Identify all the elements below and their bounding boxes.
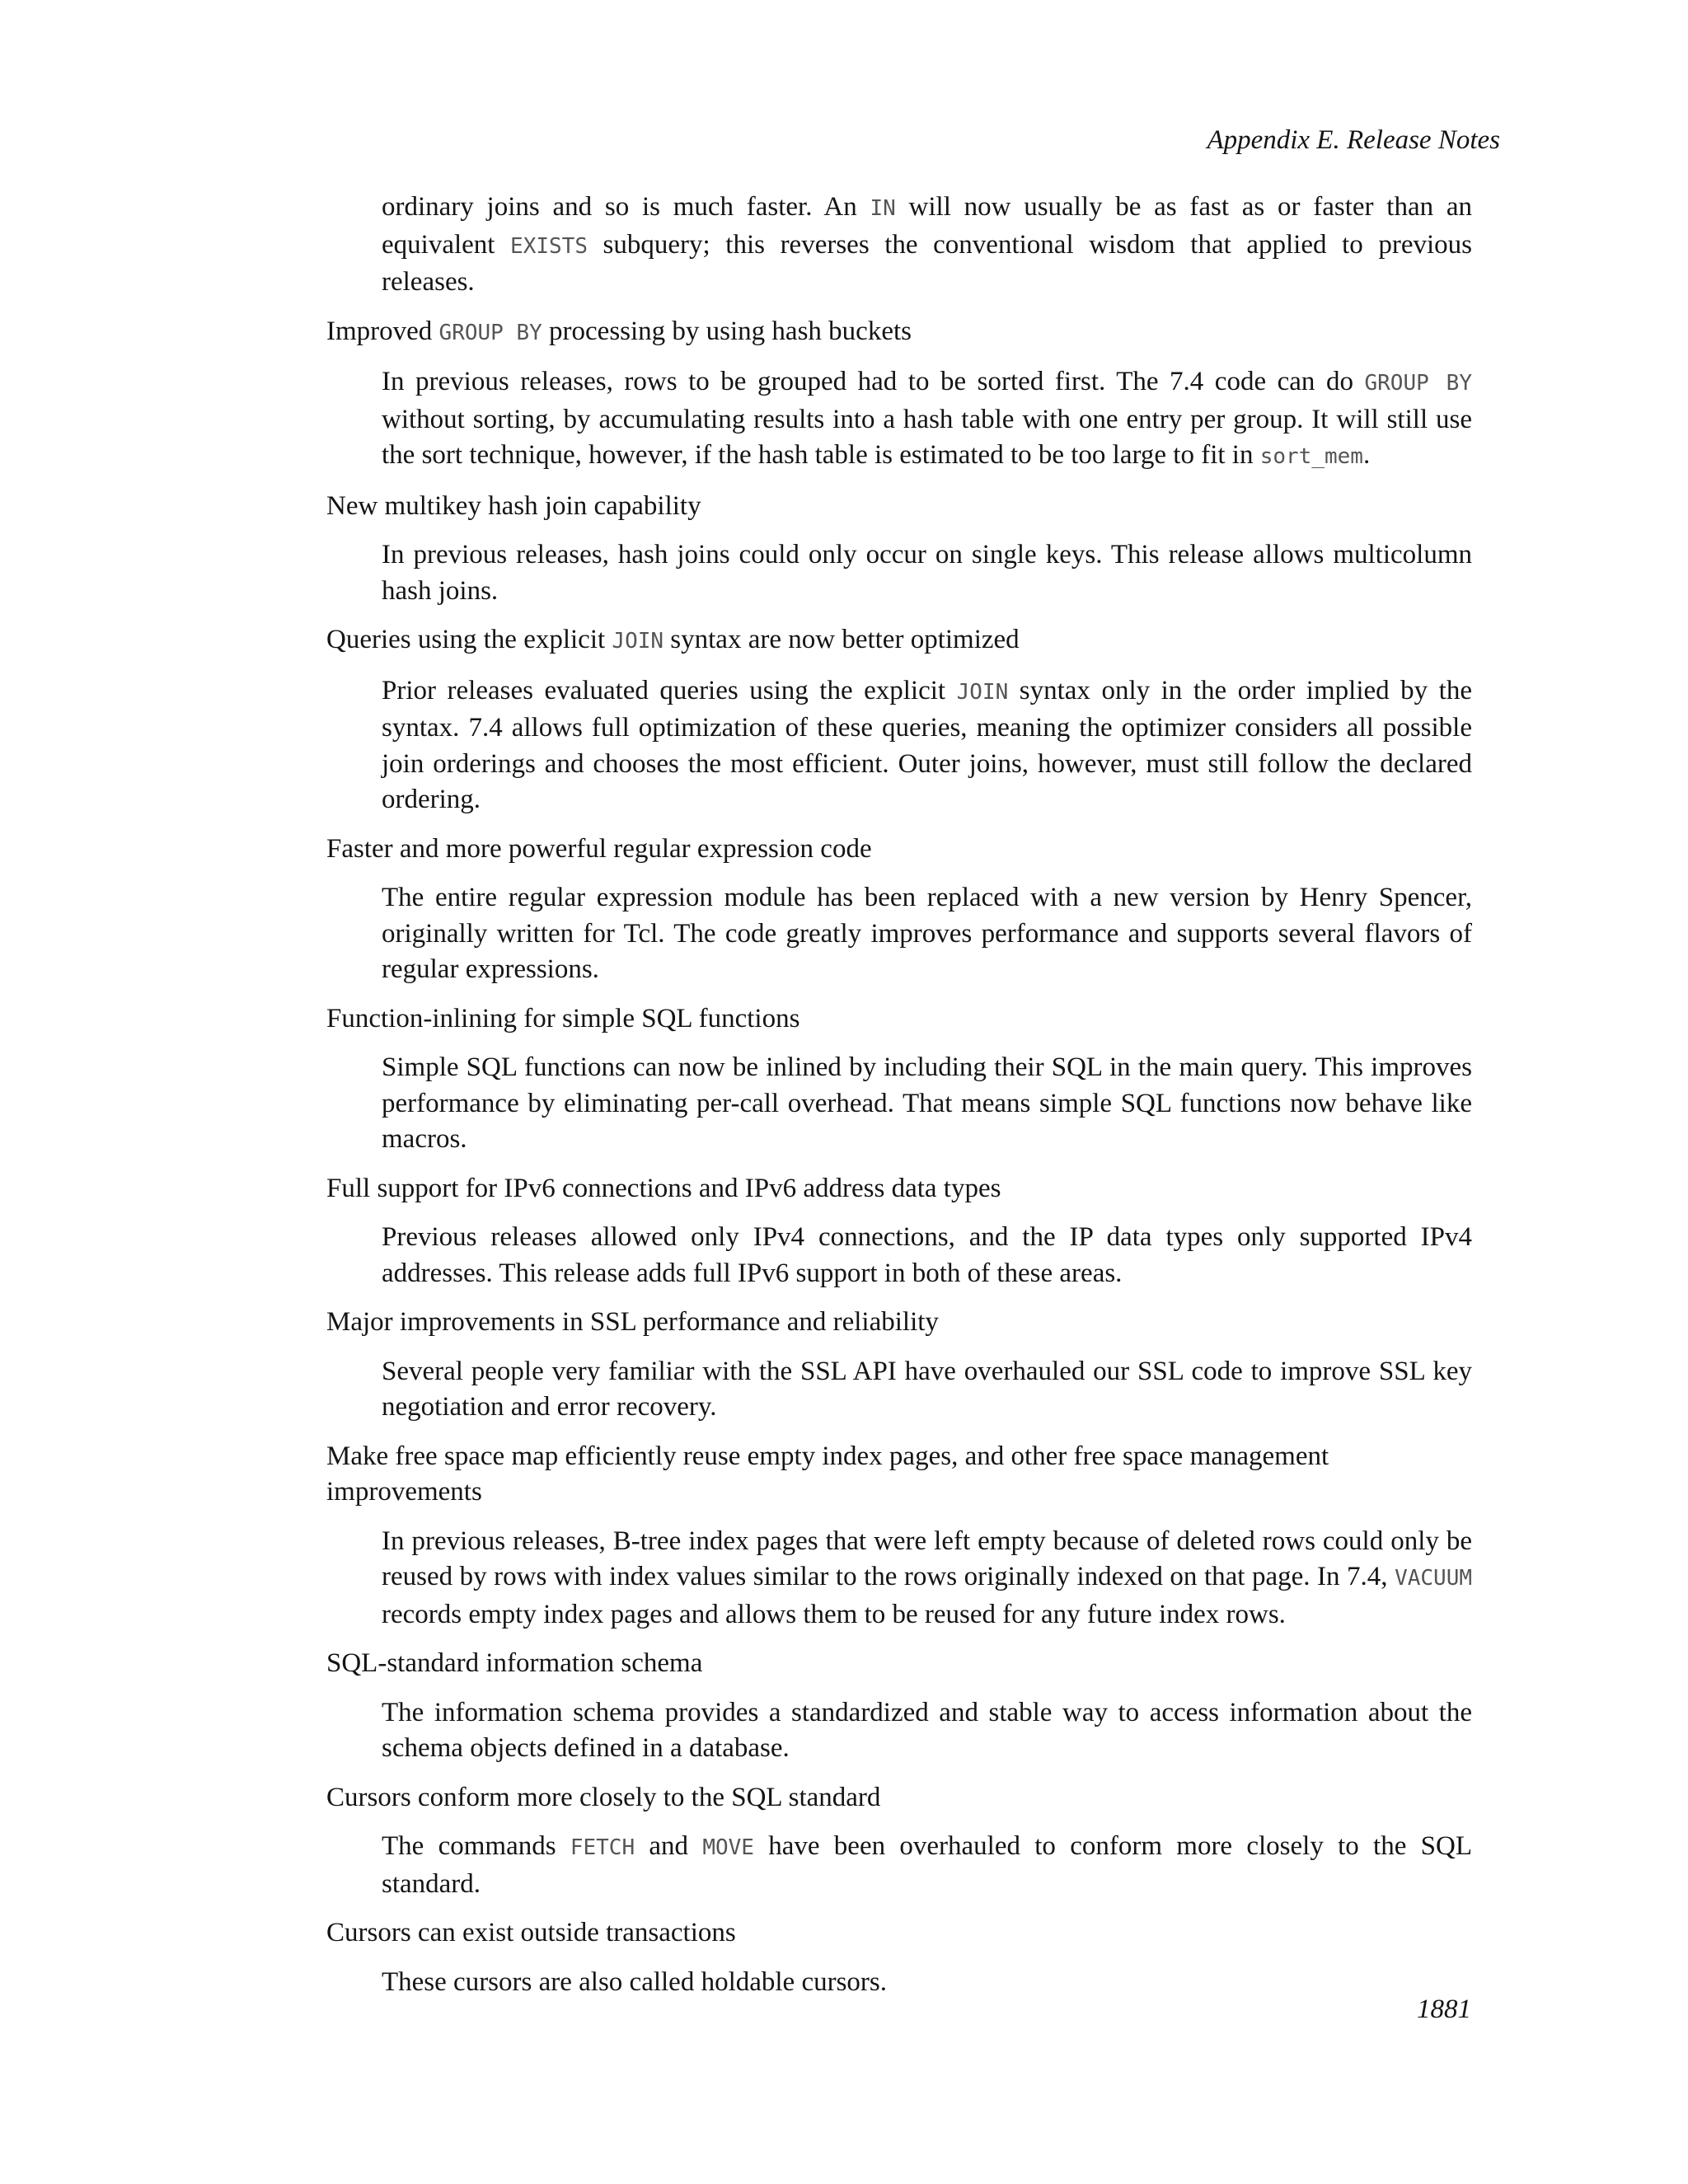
entry-term bbox=[326, 1439, 1472, 1511]
text-run: Function-inlining for simple SQL functions bbox=[326, 1003, 800, 1033]
page-number: 1881 bbox=[1417, 1994, 1471, 2024]
entry-term bbox=[326, 1780, 1472, 1816]
text-run: Major improvements in SSL performance and reliability bbox=[326, 1307, 939, 1337]
text-run: Simple SQL functions can now be inlined by including their SQL in the main query. This improves performance by eliminating per-call overhead. That means simple SQL functions now behave like macros. bbox=[382, 1052, 1472, 1154]
text-run: records empty index pages and allows them to be reused for any future index rows. bbox=[382, 1599, 1286, 1629]
entry-description bbox=[382, 1695, 1472, 1767]
entry-term bbox=[326, 1001, 1472, 1038]
text-run: Prior releases evaluated queries using the explicit bbox=[382, 675, 957, 705]
entry-description bbox=[382, 673, 1472, 818]
text-run: In previous releases, hash joins could only occur on single keys. This release allows multicolumn hash joins. bbox=[382, 540, 1472, 606]
text-run: The commands bbox=[382, 1831, 570, 1861]
entry-description bbox=[382, 1220, 1472, 1291]
entry-description bbox=[382, 1354, 1472, 1426]
text-run: Cursors conform more closely to the SQL standard bbox=[326, 1782, 881, 1812]
entry-description bbox=[382, 190, 1472, 301]
inline-code: MOVE bbox=[702, 1835, 754, 1860]
entry-term bbox=[326, 1915, 1472, 1952]
text-run: In previous releases, rows to be grouped had to be sorted first. The 7.4 code can do bbox=[382, 367, 1365, 396]
text-run: . bbox=[1362, 440, 1371, 470]
text-run: Cursors can exist outside transactions bbox=[326, 1918, 736, 1947]
inline-code: FETCH bbox=[570, 1835, 635, 1860]
text-run: without sorting, by accumulating results into a hash table with one entry per group. It will still use the sort technique, however, if the hash table is estimated to be too large to fit in bbox=[382, 404, 1472, 470]
text-run: syntax are now better optimized bbox=[663, 625, 1020, 654]
text-run: and bbox=[635, 1831, 703, 1861]
text-run: Previous releases allowed only IPv4 connections, and the IP data types only supported IPv4 addresses. This release adds full IPv6 support in both of these areas. bbox=[382, 1222, 1472, 1288]
entry-term bbox=[326, 314, 1472, 352]
text-run: will now usually be as fast as or faster than an equivalent bbox=[382, 192, 1472, 260]
text-run: Make free space map efficiently reuse empty index pages, and other free space management improvements bbox=[326, 1441, 1329, 1507]
text-run: have been overhauled to conform more closely to the SQL standard. bbox=[382, 1831, 1472, 1899]
text-run: New multikey hash join capability bbox=[326, 490, 701, 521]
text-run: syntax only in the order implied by the syntax. 7.4 allows full optimization of these queries, meaning the optimizer considers all possible join orderings and chooses the most efficient. Outer joins, however, must still follow the declared ordering. bbox=[382, 675, 1472, 814]
text-run: subquery; this reverses the conventional wisdom that applied to previous releases. bbox=[382, 229, 1472, 297]
entry-description bbox=[382, 537, 1472, 609]
text-run: Improved bbox=[326, 316, 439, 346]
inline-code: VACUUM bbox=[1395, 1566, 1472, 1591]
text-run: Faster and more powerful regular expression code bbox=[326, 833, 872, 864]
entry-term bbox=[326, 622, 1472, 660]
text-run: Full support for IPv6 connections and IPv6 address data types bbox=[326, 1173, 1001, 1203]
text-run: ordinary joins and so is much faster. An bbox=[382, 192, 870, 222]
inline-code: JOIN bbox=[612, 629, 664, 654]
inline-code: JOIN bbox=[956, 679, 1009, 705]
entry-term bbox=[326, 1646, 1472, 1682]
inline-code: EXISTS bbox=[510, 233, 588, 259]
entry-description bbox=[382, 364, 1472, 476]
entry-description bbox=[382, 1050, 1472, 1158]
text-run: The information schema provides a standardized and stable way to access information about the schema objects defined in a database. bbox=[382, 1697, 1472, 1763]
inline-code: IN bbox=[870, 196, 896, 221]
inline-code: GROUP BY bbox=[438, 320, 542, 345]
entry-term bbox=[326, 489, 1472, 525]
release-notes-list bbox=[326, 190, 1472, 2013]
inline-code: GROUP BY bbox=[1364, 371, 1472, 396]
text-run: These cursors are also called holdable cursors. bbox=[382, 1966, 888, 1997]
text-run: The entire regular expression module has been replaced with a new version by Henry Spencer, originally written for Tcl. The code greatly improves performance and supports several flavors of regular expressions. bbox=[382, 883, 1472, 984]
entry-term bbox=[326, 1171, 1472, 1207]
text-run: Several people very familiar with the SSL API have overhauled our SSL code to improve SSL key negotiation and error recovery. bbox=[382, 1356, 1472, 1422]
entry-description bbox=[382, 1524, 1472, 1633]
text-run: processing by using hash buckets bbox=[542, 316, 912, 346]
entry-description bbox=[382, 1829, 1472, 1902]
entry-term bbox=[326, 832, 1472, 868]
text-run: In previous releases, B-tree index pages that were left empty because of deleted rows could only be reused by rows with index values similar to the rows originally indexed on that page. In 7.4, bbox=[382, 1526, 1472, 1591]
entry-description bbox=[382, 880, 1472, 988]
entry-term bbox=[326, 1305, 1472, 1341]
page-header: Appendix E. Release Notes bbox=[1207, 125, 1500, 155]
text-run: SQL-standard information schema bbox=[326, 1648, 703, 1678]
text-run: Queries using the explicit bbox=[326, 625, 612, 654]
inline-code: sort_mem bbox=[1259, 444, 1363, 469]
entry-description bbox=[382, 1965, 1472, 2001]
